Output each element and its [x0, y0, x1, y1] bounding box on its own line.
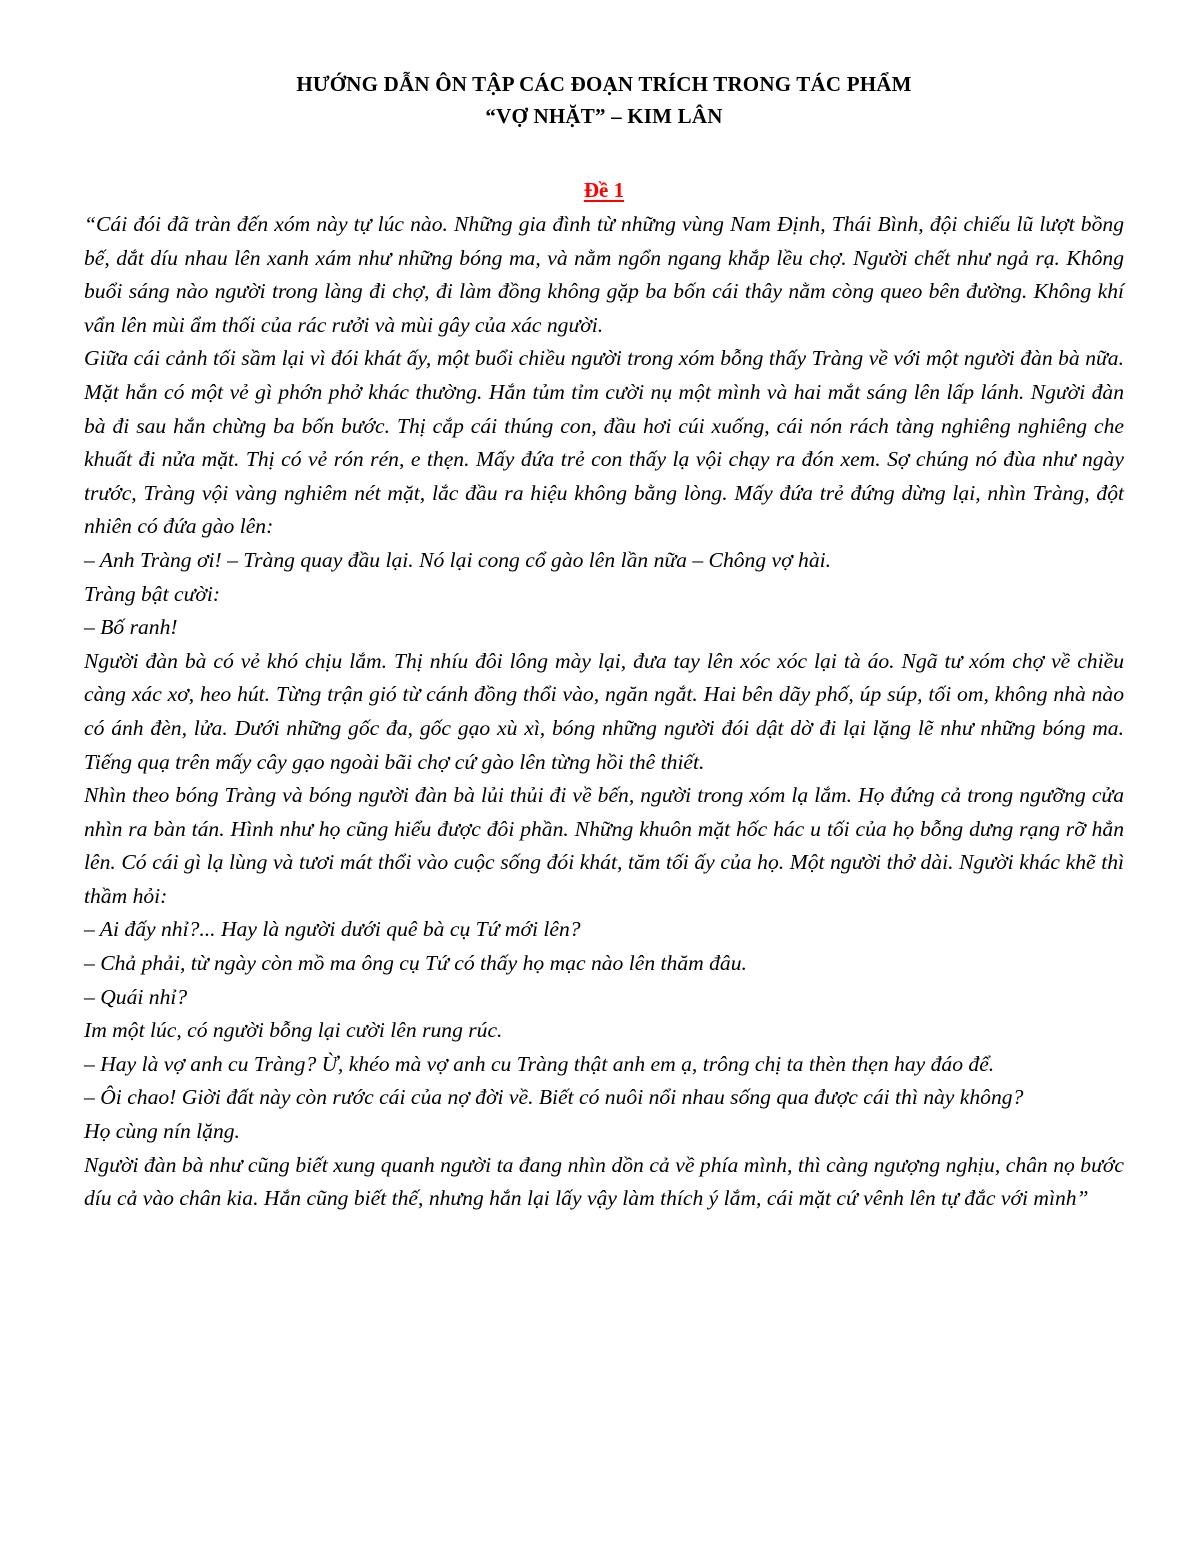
exam-heading: [84, 174, 1124, 206]
passage-paragraph: – Ai đấy nhỉ?... Hay là người dưới quê bà cụ Tứ mới lên?: [84, 917, 581, 942]
excerpt-passage: [84, 208, 1124, 1216]
passage-paragraph: – Anh Tràng ơi! – Tràng quay đầu lại. Nó lại cong cổ gào lên lần nữa – Chông vợ hài.: [84, 547, 832, 572]
exam-label: Đề 1: [583, 178, 625, 202]
passage-paragraph: Tràng bật cười:: [84, 581, 221, 606]
document-page: [84, 68, 1124, 1216]
passage-paragraph: Người đàn bà có vẻ khó chịu lắm. Thị nhíu đôi lông mày lại, đưa tay lên xóc xóc lại tà áo. Ngã tư xóm chợ về chiều càng xác xơ, heo hút. Từng trận gió từ cánh đồng thổi vào, ngăn ngắt. Hai bên dãy phố, úp súp, tối om, không nhà nào có ánh đèn, lửa. Dưới những gốc đa, gốc gạo xù xì, bóng những người đói dật dờ đi lại lặng lẽ như những bóng ma. Tiếng quạ trên mấy cây gạo ngoài bãi chợ cứ gào lên từng hồi thê thiết.: [84, 648, 1124, 774]
passage-paragraph: Người đàn bà như cũng biết xung quanh người ta đang nhìn dồn cả về phía mình, thì càng ngượng nghịu, chân nọ bước díu cả vào chân kia. Hắn cũng biết thế, nhưng hắn lại lấy vậy làm thích ý lắm, cái mặt cứ vênh lên tự đắc với mình”: [84, 1152, 1124, 1211]
passage-paragraph: Nhìn theo bóng Tràng và bóng người đàn bà lủi thủi đi về bến, người trong xóm lạ lắm. Họ đứng cả trong ngưỡng cửa nhìn ra bàn tán. Hình như họ cũng hiểu được đôi phần. Những khuôn mặt hốc hác u tối của họ bỗng dưng rạng rỡ hẳn lên. Có cái gì lạ lùng và tươi mát thổi vào cuộc sống đói khát, tăm tối ấy của họ. Một người thở dài. Người khác khẽ thì thầm hỏi:: [84, 783, 1124, 908]
passage-paragraph: Họ cùng nín lặng.: [84, 1119, 240, 1144]
passage-paragraph: Im một lúc, có người bỗng lại cười lên rung rúc.: [84, 1018, 503, 1043]
passage-paragraph: – Ôi chao! Giời đất này còn rước cái của nợ đời về. Biết có nuôi nổi nhau sống qua được cái thì này không?: [84, 1085, 1024, 1110]
document-title-line-1: HƯỚNG DẪN ÔN TẬP CÁC ĐOẠN TRÍCH TRONG TÁC PHẨM: [296, 72, 912, 96]
document-title-line-2: “VỢ NHẶT” – KIM LÂN: [485, 104, 723, 128]
passage-paragraph: “Cái đói đã tràn đến xóm này tự lúc nào. Những gia đình từ những vùng Nam Định, Thái Bình, đội chiếu lũ lượt bồng bế, dắt díu nhau lên xanh xám như những bóng ma, và nằm ngổn ngang khắp lều chợ. Người chết như ngả rạ. Không buổi sáng nào người trong làng đi chợ, đi làm đồng không gặp ba bốn cái thây nằm còng queo bên đường. Không khí vẩn lên mùi ẩm thối của rác rưởi và mùi gây của xác người.: [84, 212, 1124, 337]
passage-paragraph: – Bố ranh!: [84, 615, 178, 640]
passage-paragraph: – Chả phải, từ ngày còn mồ ma ông cụ Tứ có thấy họ mạc nào lên thăm đâu.: [84, 951, 747, 976]
passage-paragraph: Giữa cái cảnh tối sầm lại vì đói khát ấy, một buổi chiều người trong xóm bỗng thấy Tràng về với một người đàn bà nữa. Mặt hắn có một vẻ gì phớn phở khác thường. Hắn tủm tỉm cười nụ một mình và hai mắt sáng lên lấp lánh. Người đàn bà đi sau hắn chừng ba bốn bước. Thị cắp cái thúng con, đầu hơi cúi xuống, cái nón rách tàng nghiêng nghiêng che khuất đi nửa mặt. Thị có vẻ rón rén, e thẹn. Mấy đứa trẻ con thấy lạ vội chạy ra đón xem. Sợ chúng nó đùa như ngày trước, Tràng vội vàng nghiêm nét mặt, lắc đầu ra hiệu không bằng lòng. Mấy đứa trẻ đứng dừng lại, nhìn Tràng, đột nhiên có đứa gào lên:: [84, 346, 1124, 539]
passage-paragraph: – Quái nhỉ?: [84, 984, 188, 1009]
passage-paragraph: – Hay là vợ anh cu Tràng? Ừ, khéo mà vợ anh cu Tràng thật anh em ạ, trông chị ta thèn thẹn hay đáo để.: [84, 1051, 995, 1076]
